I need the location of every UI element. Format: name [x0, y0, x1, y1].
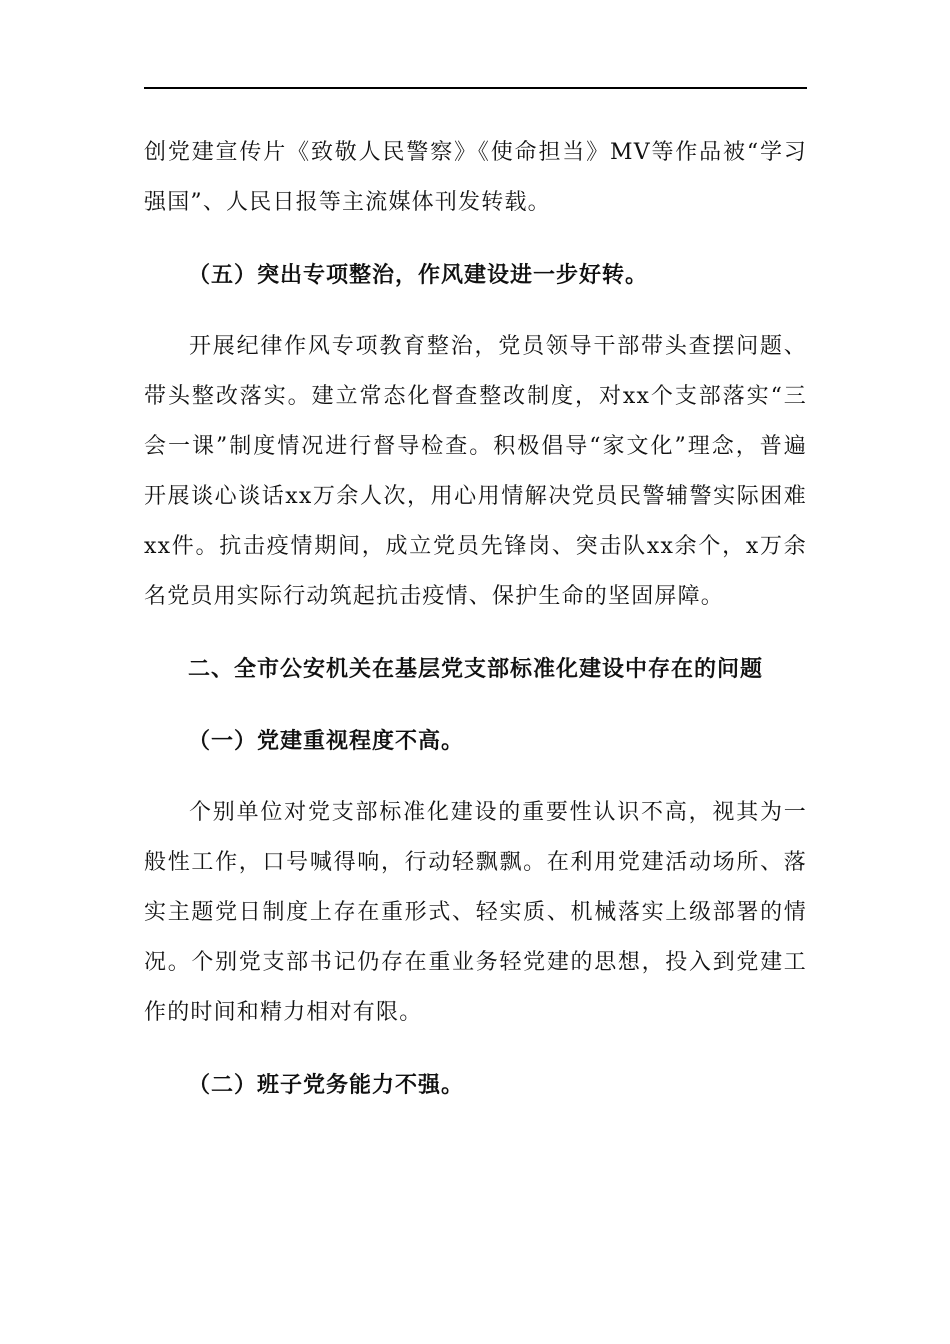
section-heading-1: （一）党建重视程度不高。	[188, 728, 465, 754]
document-body	[144, 128, 807, 1110]
section-heading-2: （二）班子党务能力不强。	[188, 1072, 465, 1098]
paragraph-discipline-rectification: 开展纪律作风专项教育整治，党员领导干部带头查摆问题、带头整改落实。建立常态化督查整改制度，对xx个支部落实“三会一课”制度情况进行督导检查。积极倡导“家文化”理念，普遍开展谈心谈话xx万余人次，用心用情解决党员民警辅警实际困难xx件。抗击疫情期间，成立党员先锋岗、突击队xx余个，x万余名党员用实际行动筑起抗击疫情、保护生命的坚固屏障。	[144, 334, 807, 609]
section-heading-5: （五）突出专项整治，作风建设进一步好转。	[188, 262, 649, 288]
chapter-heading-2: 二、全市公安机关在基层党支部标准化建设中存在的问题	[188, 656, 764, 682]
header-rule	[144, 87, 807, 89]
paragraph-media-coverage: 创党建宣传片《致敬人民警察》《使命担当》MV等作品被“学习强国”、人民日报等主流媒体刊发转载。	[144, 140, 807, 215]
paragraph-insufficient-attention: 个别单位对党支部标准化建设的重要性认识不高，视其为一般性工作，口号喊得响，行动轻飘飘。在利用党建活动场所、落实主题党日制度上存在重形式、轻实质、机械落实上级部署的情况。个别党支部书记仍存在重业务轻党建的思想，投入到党建工作的时间和精力相对有限。	[144, 800, 807, 1025]
